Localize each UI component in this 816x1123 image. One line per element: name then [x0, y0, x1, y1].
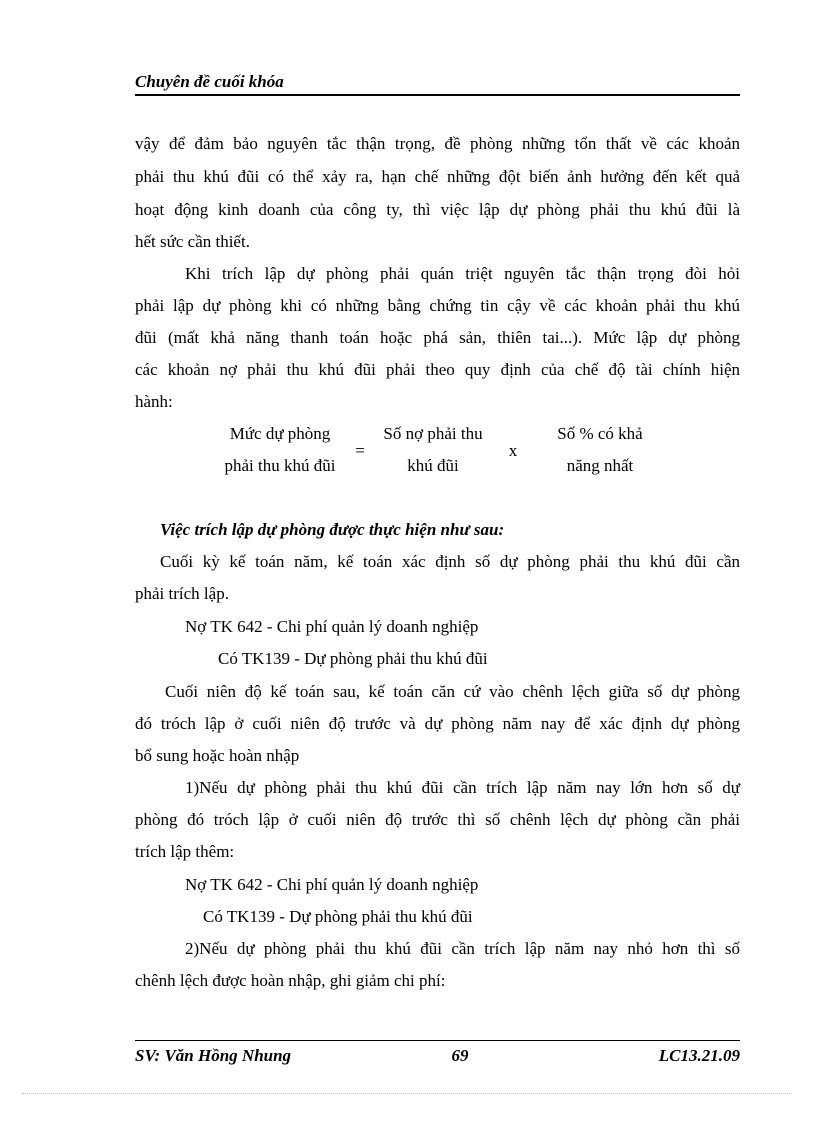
paragraph-line: vậy để đảm bảo nguyên tắc thận trọng, đề phòng những tổn thất về các khoản — [135, 134, 740, 153]
formula-right-bottom: năng nhất — [566, 456, 634, 475]
paragraph-line: phòng đó tróch lập ở cuối niên độ trước thì số chênh lệch dự phòng cần phải — [135, 810, 740, 829]
paragraph-line: trích lập thêm: — [135, 842, 235, 861]
paragraph-line: các khoản nợ phải thu khú đũi phải theo quy định của chế độ tài chính hiện — [135, 360, 740, 379]
paragraph-line: bổ sung hoặc hoàn nhập — [135, 746, 300, 765]
journal-credit-line: Có TK139 - Dự phòng phải thu khú đũi — [218, 649, 488, 668]
formula-left-bottom: phải thu khú đũi — [224, 456, 336, 475]
formula-middle-bottom: khú đũi — [407, 456, 459, 475]
journal-debit-line: Nợ TK 642 - Chi phí quản lý doanh nghiệp — [185, 617, 479, 636]
paragraph-line: Cuối kỳ kế toán năm, kế toán xác định số dự phòng phải thu khú đũi cần — [160, 552, 740, 571]
footer-class-code: LC13.21.09 — [658, 1046, 740, 1065]
header-divider — [135, 94, 740, 96]
footer-student-name: SV: Văn Hồng Nhung — [135, 1046, 292, 1065]
section-title: Việc trích lập dự phòng được thực hiện như sau: — [160, 520, 505, 539]
paragraph-line: 2)Nếu dự phòng phải thu khú đũi cần trích lập năm nay nhỏ hơn thì số — [185, 939, 740, 958]
paragraph-line: phải lập dự phòng khi có những bằng chứng tin cậy về các khoản phải thu khú — [135, 296, 740, 315]
paragraph-line: Cuối niên độ kế toán sau, kế toán căn cứ vào chênh lệch giữa số dự phòng — [165, 682, 740, 701]
page-bottom-dotted-rule — [22, 1093, 792, 1094]
footer-page-number: 69 — [451, 1046, 469, 1065]
formula-equals-sign: = — [355, 441, 365, 460]
paragraph-line: đó tróch lập ở cuối niên độ trước và dự phòng năm nay để xác định dự phòng — [135, 714, 740, 733]
paragraph-line: đũi (mất khả năng thanh toán hoặc phá sản, thiên tai...). Mức lập dự phòng — [135, 328, 740, 347]
footer-divider — [135, 1040, 740, 1041]
page-header-title: Chuyên đề cuối khóa — [135, 72, 284, 91]
paragraph-line: hành: — [135, 392, 173, 411]
paragraph-line: phải trích lập. — [135, 584, 229, 603]
formula-right-top: Số % có khả — [557, 424, 643, 443]
journal-credit-line: Có TK139 - Dự phòng phải thu khú đũi — [203, 907, 473, 926]
paragraph-line: 1)Nếu dự phòng phải thu khú đũi cần trích lập năm nay lớn hơn số dự — [185, 778, 740, 797]
formula-middle-top: Số nợ phải thu — [383, 424, 483, 443]
paragraph-line: phải thu khú đũi có thể xảy ra, hạn chế những đột biến ảnh hưởng đến kết quả — [135, 167, 740, 186]
paragraph-line: hoạt động kinh doanh của công ty, thì việc lập dự phòng phải thu khú đũi là — [135, 200, 740, 219]
formula-times-sign: x — [508, 441, 518, 460]
paragraph-line: hết sức cần thiết. — [135, 232, 250, 251]
formula-left-top: Mức dự phòng — [229, 424, 331, 443]
journal-debit-line: Nợ TK 642 - Chi phí quản lý doanh nghiệp — [185, 875, 479, 894]
paragraph-line: chênh lệch được hoàn nhập, ghi giảm chi phí: — [135, 971, 446, 990]
paragraph-line: Khi trích lập dự phòng phải quán triệt nguyên tắc thận trọng đòi hỏi — [185, 264, 740, 283]
